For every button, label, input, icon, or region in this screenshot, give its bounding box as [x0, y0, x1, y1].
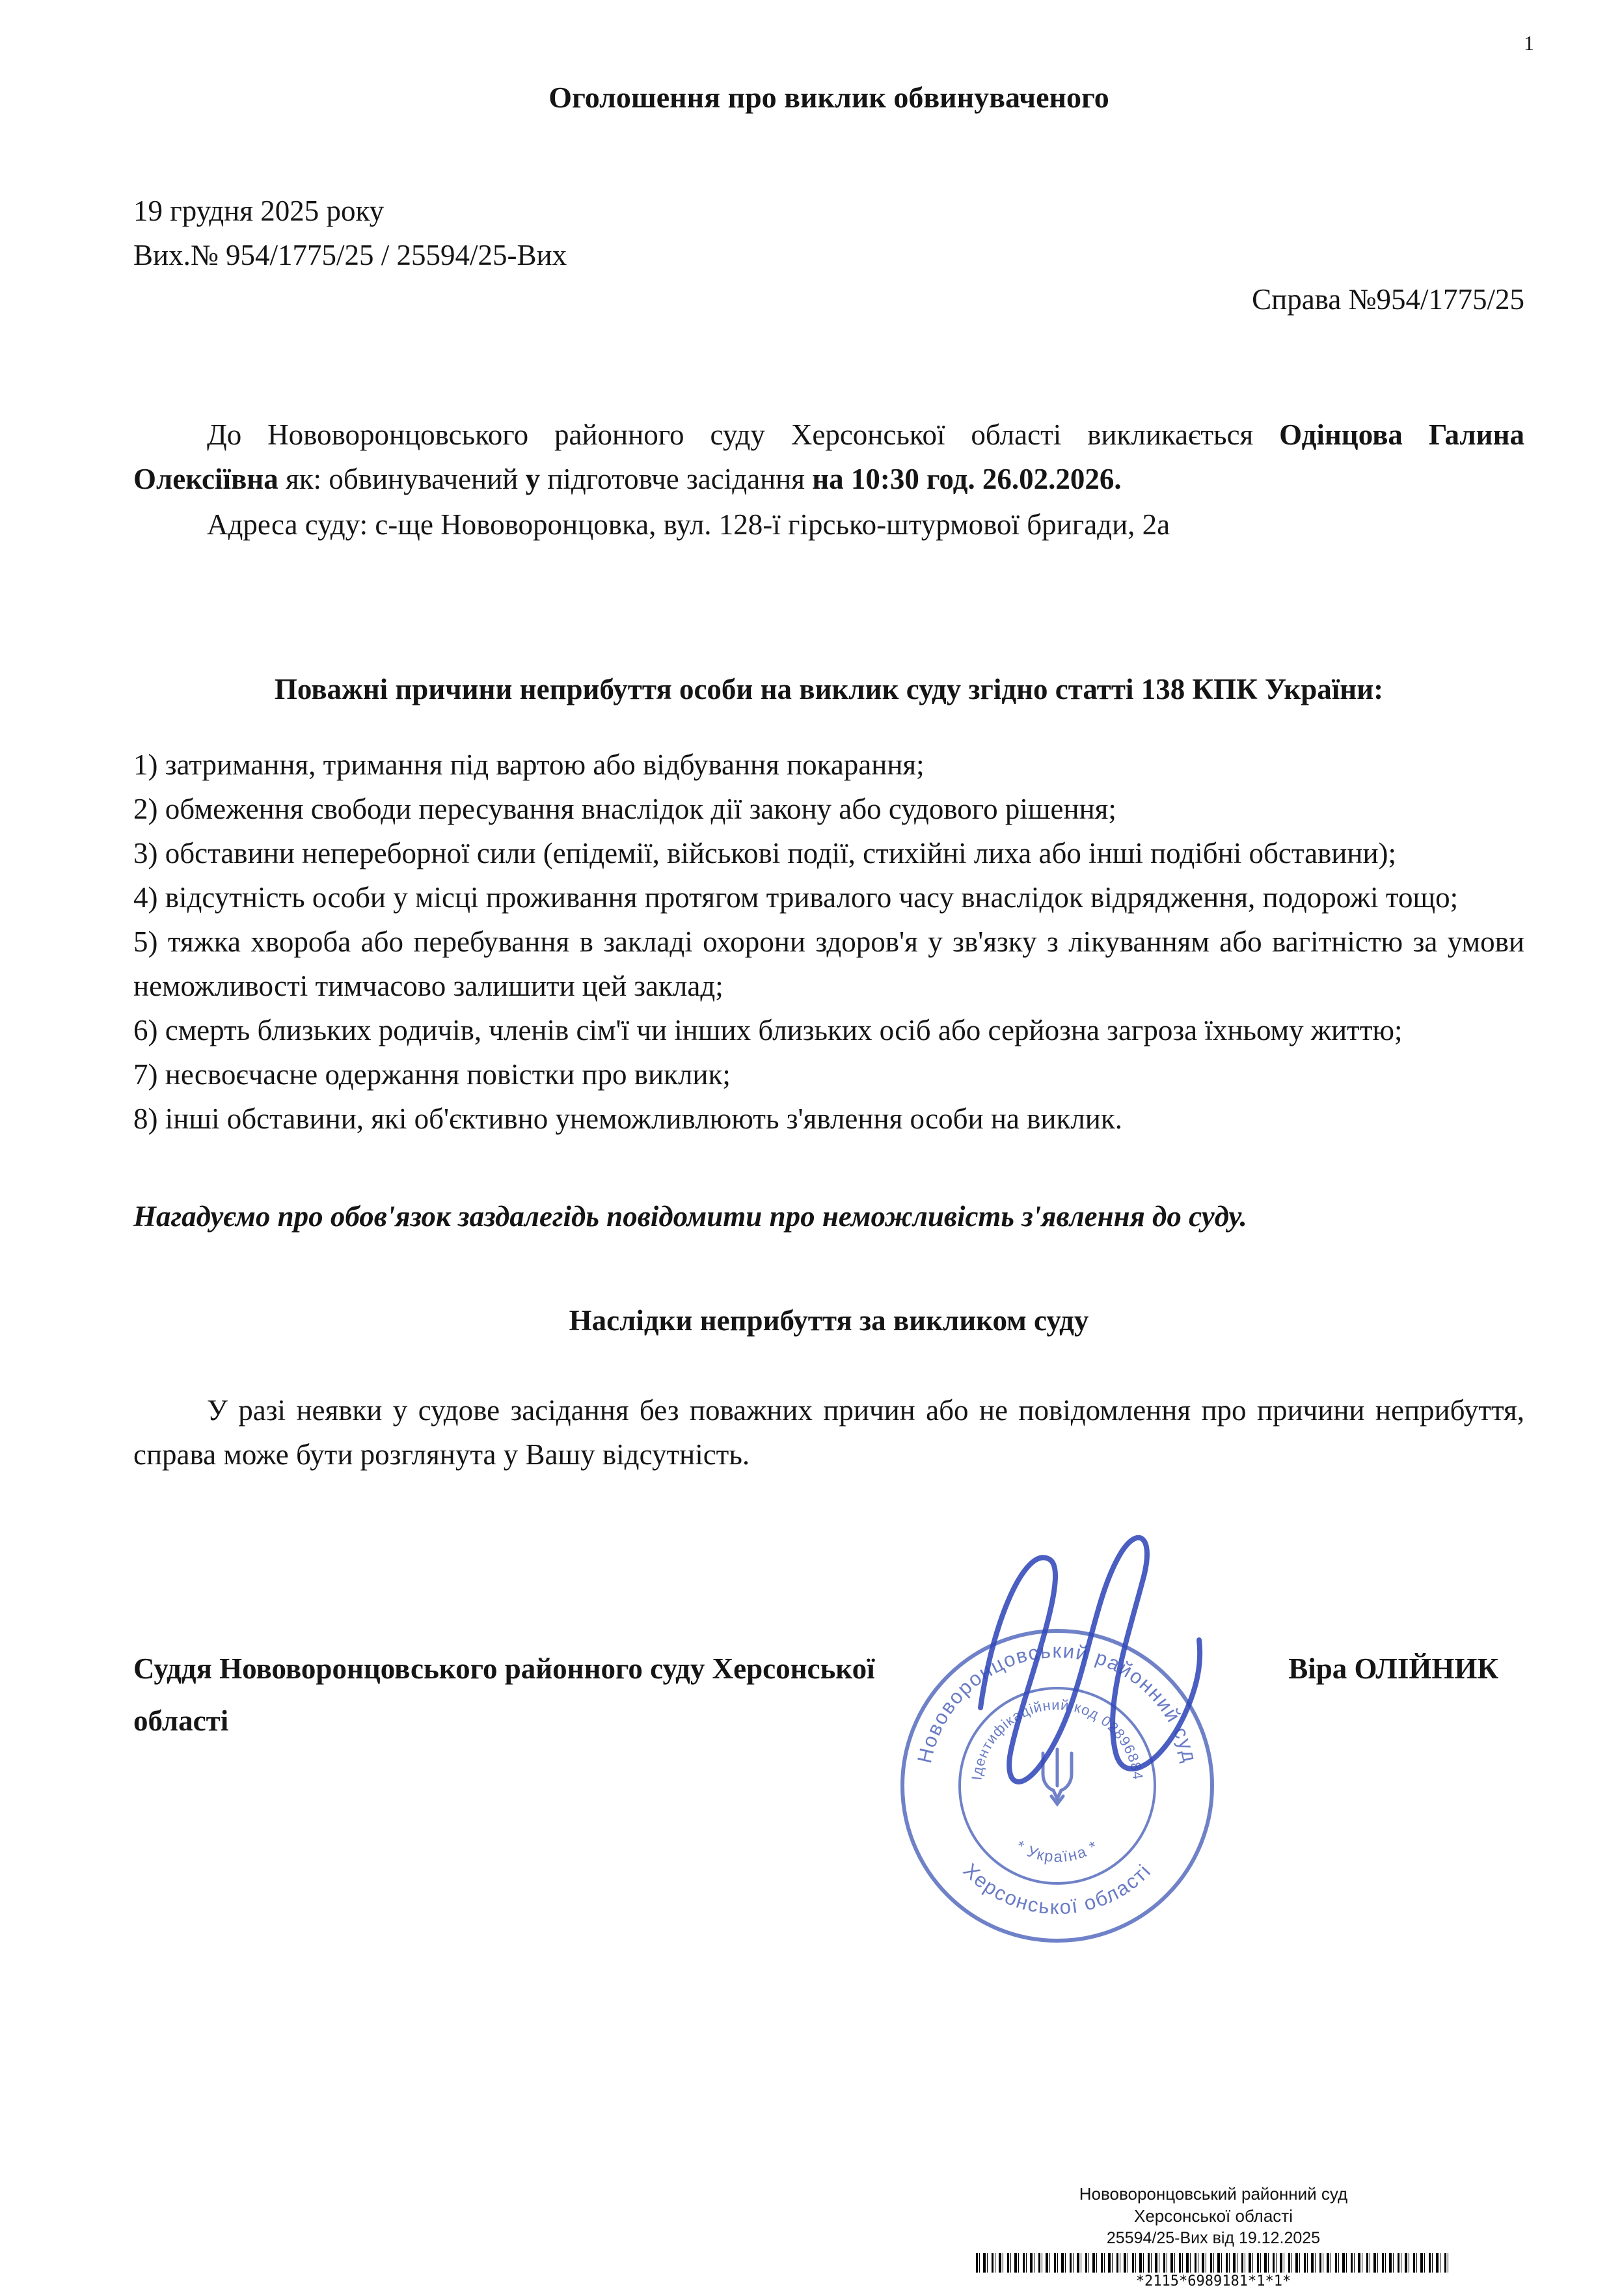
seal-ring-bottom-text: Херсонської області: [958, 1859, 1156, 1919]
judge-signature: [980, 1538, 1200, 1782]
list-item: 6) смерть близьких родичів, членів сім'ї чи інших близьких осіб або серйозна загроза їхньому життю;: [133, 1014, 1403, 1046]
footer-court-line1: Нововоронцовський районний суд: [1079, 2184, 1348, 2204]
barcode: [976, 2253, 1451, 2273]
list-item: 2) обмеження свободи пересування внаслідок дії закону або судового рішення;: [133, 793, 1116, 825]
svg-text:Ідентифікаційний код 02896884: [968, 1697, 1146, 1781]
svg-text:Херсонської області: [959, 1859, 1156, 1919]
list-item: 7) несвоєчасне одержання повістки про виклик;: [133, 1058, 731, 1091]
seal-inner-top-text: Ідентифікаційний код 02896884: [968, 1696, 1146, 1781]
trident-icon: [1043, 1749, 1072, 1804]
summons-intro: До Нововоронцовського районного суду Херсонської області викликається: [207, 418, 1254, 451]
footer-court-line2: Херсонської області: [1134, 2206, 1293, 2226]
list-item: 8) інші обставини, які об'єктивно унеможливлюють з'явлення особи на виклик.: [133, 1102, 1122, 1135]
consequences-paragraph: У разі неявки у судове засідання без поважних причин або не повідомлення про причини неприбуття, справа може бути розглянута у Вашу відсутність.: [133, 1394, 1524, 1471]
document-footer: [956, 2183, 1470, 2291]
signature-block: [133, 1639, 1524, 2072]
svg-text:* Україна *: [1012, 1837, 1102, 1866]
page-number: 1: [1524, 31, 1534, 55]
summons-bold-u: у: [525, 463, 541, 495]
date-line: 19 грудня 2025 року: [133, 195, 385, 227]
summons-role: як: обвинувачений: [286, 463, 519, 495]
list-item: 1) затримання, тримання під вартою або відбування покарання;: [133, 748, 925, 781]
hearing-datetime: на 10:30 год. 26.02.2026.: [812, 463, 1122, 495]
case-number-line: Справа №954/1775/25: [1252, 283, 1524, 316]
list-item: 3) обставини непереборної сили (епідемії, військові події, стихійні лиха або інші подібні обставини);: [133, 837, 1397, 869]
list-item: 4) відсутність особи у місці проживання протягом тривалого часу внаслідок відрядження, подорожі тощо;: [133, 881, 1459, 914]
seal-text: [913, 1639, 1202, 1919]
svg-text:Нововоронцовський районний суд: [913, 1639, 1202, 1765]
accused-name: Одінцова Галина Олексіївна: [133, 418, 1524, 495]
judge-name: Віра ОЛІЙНИК: [1288, 1652, 1498, 1685]
seal-inner-bottom-text: * Україна *: [1012, 1837, 1102, 1866]
summons-session: підготовче засідання: [547, 463, 805, 495]
outgoing-ref-line: Вих.№ 954/1775/25 / 25594/25-Вих: [133, 239, 567, 271]
valid-reasons-list: [133, 743, 1524, 1141]
seal-ring-top-text: Нововоронцовський районний суд: [913, 1639, 1202, 1766]
document-content: [133, 39, 1524, 2072]
barcode-text: *2115*6989181*1*1*: [1135, 2273, 1291, 2289]
footer-ref-line: 25594/25-Вих від 19.12.2025: [1106, 2229, 1321, 2247]
document-title: Оголошення про виклик обвинуваченого: [548, 81, 1109, 114]
judge-title: Суддя Нововоронцовського районного суду Херсонської області: [133, 1652, 875, 1737]
list-item: 5) тяжка хвороба або перебування в закладі охорони здоров'я у зв'язку з лікуванням або вагітністю за умови неможливості тимчасово залишити цей заклад;: [133, 925, 1524, 1002]
court-address: Адреса суду: с-ще Нововоронцовка, вул. 128-ї гірсько-штурмової бригади, 2а: [207, 508, 1170, 541]
summons-paragraph: [133, 413, 1524, 501]
obligation-reminder: Нагадуємо про обов'язок заздалегідь повідомити про неможливість з'явлення до суду.: [133, 1200, 1247, 1233]
consequences-heading: Наслідки неприбуття за викликом суду: [569, 1304, 1089, 1337]
valid-reasons-heading: Поважні причини неприбуття особи на виклик суду згідно статті 138 КПК України:: [274, 673, 1384, 705]
seal-rings: [902, 1631, 1212, 1941]
document-meta: [133, 189, 1524, 321]
